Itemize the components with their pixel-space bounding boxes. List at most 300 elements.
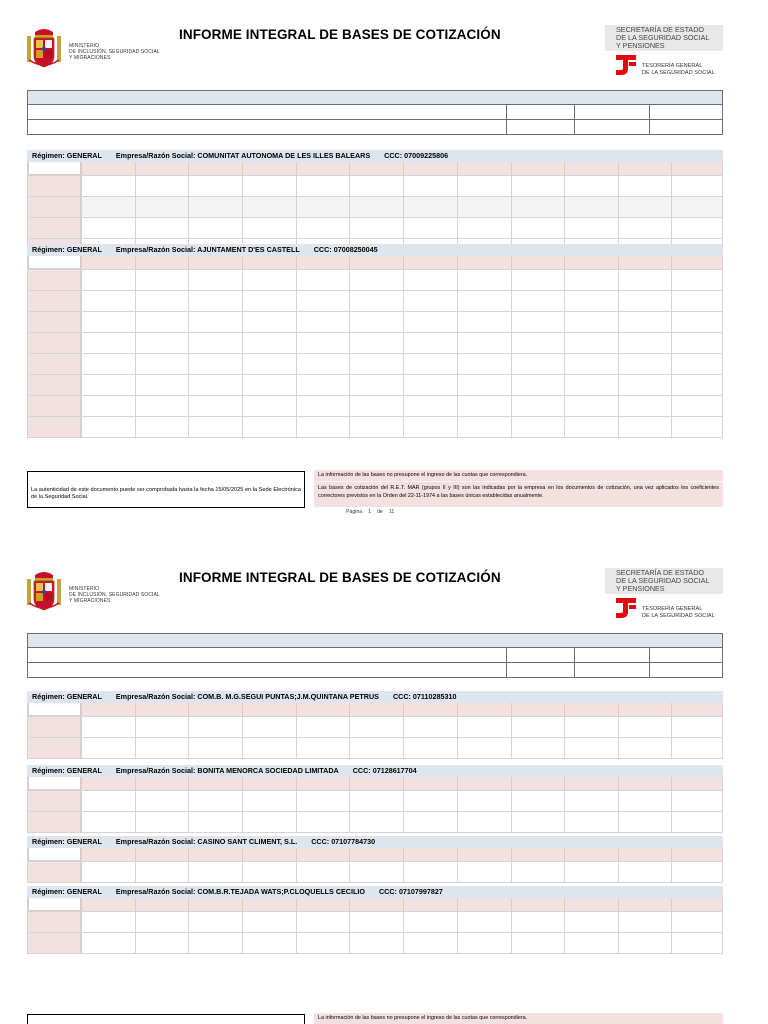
table-cell-divider [81,862,82,882]
table-row [28,703,722,717]
table-cell-divider [296,176,297,196]
table-cell-divider [242,862,243,882]
table-cell-divider [511,777,512,790]
table-cell-divider [511,862,512,882]
table-row [28,375,722,396]
table-row [28,291,722,312]
table-cell-divider [403,256,404,269]
table-cell-divider [618,862,619,882]
table-cell-divider [81,333,82,353]
table-cell-divider [671,375,672,395]
table-cell-divider [188,197,189,217]
table-cell-divider [403,333,404,353]
table-cell-divider [242,396,243,416]
row-label-cell [28,933,81,953]
table-cell-divider [349,312,350,332]
table-cell-divider [296,848,297,861]
table-cell-divider [618,898,619,911]
table-cell-divider [564,848,565,861]
table-cell-divider [81,176,82,196]
table-cell-divider [403,777,404,790]
table-cell-divider [135,396,136,416]
table-cell-divider [135,375,136,395]
tesoreria-line: TESORERÍA GENERAL [642,63,703,69]
table-cell-divider [457,777,458,790]
table-cell-divider [671,848,672,861]
table-cell-divider [618,791,619,811]
table-cell-divider [242,738,243,758]
table-cell-divider [349,912,350,932]
document-title: INFORME INTEGRAL DE BASES DE COTIZACIÓN [179,27,501,42]
info-row [27,105,723,120]
table-cell-divider [81,717,82,737]
table-cell-divider [564,176,565,196]
table-row [28,862,722,883]
table-cell-divider [671,812,672,832]
table-cell-divider [296,218,297,238]
table-cell-divider [511,197,512,217]
table-cell-divider [242,162,243,175]
table-cell-divider [242,176,243,196]
table-cell-divider [349,812,350,832]
table-cell-divider [671,197,672,217]
table-cell-divider [135,812,136,832]
table-cell-divider [671,270,672,290]
table-cell-divider [564,162,565,175]
secretaria-line: DE LA SEGURIDAD SOCIAL [616,576,710,586]
table-cell-divider [511,791,512,811]
table-cell-divider [135,256,136,269]
table-cell-divider [618,312,619,332]
table-cell-divider [511,812,512,832]
table-cell-divider [135,777,136,790]
company-section [27,765,723,833]
table-cell-divider [296,417,297,437]
table-cell-divider [618,197,619,217]
info-row [27,663,723,678]
ministry-line: MINISTERIO [69,586,100,592]
row-label-cell [28,791,81,811]
table-cell-divider [618,912,619,932]
page-of: de [377,509,383,515]
table-cell-divider [188,256,189,269]
ccc-value: 07008250045 [333,245,378,254]
table-row [28,270,722,291]
table-cell-divider [457,848,458,861]
table-cell-divider [81,197,82,217]
secretaria-line: SECRETARÍA DE ESTADO [616,568,704,577]
authenticity-notice-partial [27,1014,305,1024]
table-cell-divider [457,898,458,911]
table-cell-divider [81,812,82,832]
table-cell-divider [564,777,565,790]
table-cell-divider [296,812,297,832]
secretaria-line: Y PENSIONES [616,41,665,51]
company-section [27,886,723,954]
table-cell-divider [188,717,189,737]
row-label-cell [28,417,81,437]
table-cell-divider [403,291,404,311]
table-cell-divider [81,703,82,716]
table-cell-divider [242,791,243,811]
table-cell-divider [671,777,672,790]
table-cell-divider [242,848,243,861]
coat-of-arms-icon [25,26,63,70]
empresa-value: BONITA MENORCA SOCIEDAD LIMITADA [197,766,339,775]
table-cell-divider [671,396,672,416]
table-row [28,717,722,738]
table-cell-divider [135,933,136,953]
table-cell-divider [671,912,672,932]
table-cell-divider [296,333,297,353]
table-cell-divider [135,417,136,437]
table-cell-divider [403,912,404,932]
table-cell-divider [242,703,243,716]
secretaria-box [605,568,723,594]
data-grid [27,703,723,759]
table-cell-divider [457,291,458,311]
table-cell-divider [242,256,243,269]
ministry-line: MINISTERIO [69,43,100,49]
table-cell-divider [671,898,672,911]
table-cell-divider [564,738,565,758]
empresa-value: COMUNITAT AUTONOMA DE LES ILLES BALEARS [197,151,371,160]
table-cell-divider [81,270,82,290]
table-cell-divider [296,777,297,790]
table-cell-divider [671,312,672,332]
table-row [28,791,722,812]
table-cell-divider [242,197,243,217]
table-cell-divider [81,738,82,758]
table-cell-divider [81,354,82,374]
table-cell-divider [242,898,243,911]
table-cell-divider [349,218,350,238]
table-cell-divider [242,218,243,238]
table-cell-divider [81,912,82,932]
table-cell-divider [242,417,243,437]
regimen-label: Régimen: GENERAL [32,837,102,846]
table-cell-divider [618,738,619,758]
row-label-cell [28,176,81,196]
secretaria-line: Y PENSIONES [616,584,665,594]
section-header [27,691,723,703]
table-cell-divider [135,176,136,196]
table-cell-divider [349,717,350,737]
table-cell-divider [511,738,512,758]
table-cell-divider [671,354,672,374]
table-cell-divider [349,176,350,196]
table-cell-divider [403,791,404,811]
page-label: Página [346,509,363,515]
data-grid [27,256,723,438]
table-cell-divider [564,270,565,290]
table-cell-divider [135,898,136,911]
document-title: INFORME INTEGRAL DE BASES DE COTIZACIÓN [179,570,501,585]
table-cell-divider [81,312,82,332]
table-cell-divider [511,898,512,911]
row-label-cell [28,848,81,861]
info-note: La información de las bases no presupone el ingreso de las cuotas que correspondiera. [314,1013,723,1024]
table-cell-divider [188,912,189,932]
table-cell-divider [242,717,243,737]
row-label-cell [28,862,81,882]
row-label-cell [28,162,81,175]
table-cell-divider [403,717,404,737]
secretaria-box [605,25,723,51]
page-number [346,509,400,515]
row-label-cell [28,777,81,790]
table-cell-divider [457,791,458,811]
table-cell-divider [457,256,458,269]
table-cell-divider [296,738,297,758]
info-row [27,120,723,135]
table-cell-divider [403,898,404,911]
table-cell-divider [618,333,619,353]
table-cell-divider [403,933,404,953]
data-grid [27,777,723,833]
table-cell-divider [457,862,458,882]
table-cell-divider [564,912,565,932]
table-row [28,256,722,270]
table-cell-divider [188,354,189,374]
table-cell-divider [457,270,458,290]
ccc-value: 07107784730 [331,837,376,846]
table-row [28,812,722,833]
table-cell-divider [135,848,136,861]
empresa-label: Empresa/Razón Social: [115,766,196,775]
table-row [28,176,722,197]
table-cell-divider [188,291,189,311]
table-cell-divider [511,703,512,716]
row-label-cell [28,812,81,832]
row-label-cell [28,291,81,311]
table-cell-divider [188,777,189,790]
table-cell-divider [81,396,82,416]
data-grid [27,848,723,883]
table-row [28,197,722,218]
table-cell-divider [81,898,82,911]
regimen-label: Régimen: GENERAL [32,887,102,896]
table-cell-divider [511,933,512,953]
table-cell-divider [135,333,136,353]
ccc-label: CCC: [384,151,403,160]
table-row [28,162,722,176]
table-cell-divider [511,176,512,196]
table-row [28,396,722,417]
table-cell-divider [188,933,189,953]
company-section [27,691,723,759]
table-cell-divider [349,333,350,353]
table-cell-divider [403,354,404,374]
table-cell-divider [296,270,297,290]
table-row [28,333,722,354]
table-cell-divider [349,270,350,290]
table-cell-divider [671,933,672,953]
table-cell-divider [188,270,189,290]
table-cell-divider [671,417,672,437]
table-cell-divider [564,812,565,832]
table-cell-divider [618,703,619,716]
table-cell-divider [403,176,404,196]
table-cell-divider [457,738,458,758]
ministry-line: Y MIGRACIONES [69,598,111,604]
table-cell-divider [457,396,458,416]
info-header-bar [27,90,723,105]
table-cell-divider [564,933,565,953]
table-cell-divider [135,703,136,716]
section-header [27,836,723,848]
ministry-line: DE INCLUSIÓN, SEGURIDAD SOCIAL [69,49,160,55]
table-row [28,738,722,759]
table-cell-divider [242,333,243,353]
table-cell-divider [564,396,565,416]
table-row [28,777,722,791]
authenticity-notice: La autenticidad de este documento puede ser comprobada hasta la fecha 15/05/2025 en la Sede Electrónica de la Seguridad Social. [27,471,305,508]
table-cell-divider [403,848,404,861]
row-label-cell [28,354,81,374]
table-cell-divider [457,197,458,217]
table-cell-divider [349,933,350,953]
ccc-label: CCC: [392,692,411,701]
ccc-label: CCC: [311,837,330,846]
table-cell-divider [81,375,82,395]
ret-mar-note: Las bases de cotización del R.E.T. MAR (grupos II y III) son las indicadas por la empresa en los documentos de cotización, una vez aplicados los coeficientes correctores previstos en la Orden del 22-11-1974 a las bases únicas establecidas anualmente. [314,482,723,507]
table-cell-divider [188,176,189,196]
table-cell-divider [671,256,672,269]
table-cell-divider [511,354,512,374]
table-row [28,933,722,954]
ministry-name [69,43,160,61]
table-cell-divider [188,375,189,395]
table-cell-divider [671,218,672,238]
table-cell-divider [135,862,136,882]
info-header-bar [27,633,723,648]
tesoreria-name [642,63,715,77]
info-row [27,648,723,663]
table-cell-divider [618,176,619,196]
table-cell-divider [188,791,189,811]
table-cell-divider [81,291,82,311]
table-cell-divider [296,162,297,175]
section-header [27,150,723,162]
table-row [28,848,722,862]
table-cell-divider [457,912,458,932]
tesoreria-name [642,606,715,620]
empresa-value: COM.B.R.TEJADA WATS;P.CLOQUELLS CECILIO [197,887,365,896]
regimen-label: Régimen: GENERAL [32,766,102,775]
tesoreria-line: DE LA SEGURIDAD SOCIAL [642,612,715,619]
table-cell-divider [188,396,189,416]
table-cell-divider [403,197,404,217]
table-cell-divider [349,862,350,882]
table-cell-divider [296,933,297,953]
table-cell-divider [457,312,458,332]
table-cell-divider [349,197,350,217]
table-cell-divider [188,898,189,911]
company-section [27,244,723,438]
table-cell-divider [349,898,350,911]
row-label-cell [28,738,81,758]
table-cell-divider [457,812,458,832]
table-cell-divider [618,354,619,374]
empresa-label: Empresa/Razón Social: [115,245,196,254]
table-cell-divider [403,162,404,175]
table-row [28,354,722,375]
table-cell-divider [511,312,512,332]
table-cell-divider [564,354,565,374]
empresa-label: Empresa/Razón Social: [115,887,196,896]
table-cell-divider [188,218,189,238]
table-cell-divider [403,812,404,832]
regimen-label: Régimen: GENERAL [32,151,102,160]
table-row [28,417,722,438]
table-cell-divider [403,218,404,238]
table-cell-divider [349,417,350,437]
table-cell-divider [618,848,619,861]
table-cell-divider [564,312,565,332]
table-cell-divider [135,270,136,290]
table-cell-divider [564,703,565,716]
table-cell-divider [296,703,297,716]
table-cell-divider [188,333,189,353]
table-cell-divider [296,717,297,737]
table-cell-divider [81,162,82,175]
row-label-cell [28,333,81,353]
table-cell-divider [403,312,404,332]
table-cell-divider [242,312,243,332]
table-cell-divider [511,375,512,395]
table-row [28,898,722,912]
table-cell-divider [403,703,404,716]
ccc-label: CCC: [378,887,397,896]
ministry-line: Y MIGRACIONES [69,55,111,61]
empresa-label: Empresa/Razón Social: [115,692,196,701]
table-cell-divider [188,862,189,882]
table-cell-divider [81,256,82,269]
coat-of-arms-icon [25,569,63,613]
table-cell-divider [564,333,565,353]
ccc-value: 07009225806 [404,151,449,160]
table-cell-divider [511,291,512,311]
table-cell-divider [135,197,136,217]
table-cell-divider [618,417,619,437]
table-cell-divider [457,933,458,953]
regimen-label: Régimen: GENERAL [32,245,102,254]
ccc-value: 07110285310 [412,692,457,701]
table-cell-divider [457,375,458,395]
table-cell-divider [242,933,243,953]
table-cell-divider [671,703,672,716]
page-total: 11 [388,509,395,515]
table-cell-divider [457,176,458,196]
page-current: 1 [368,509,372,515]
table-cell-divider [564,256,565,269]
table-cell-divider [671,291,672,311]
table-cell-divider [135,791,136,811]
table-cell-divider [511,717,512,737]
table-cell-divider [564,375,565,395]
table-cell-divider [671,176,672,196]
table-cell-divider [296,291,297,311]
table-cell-divider [618,396,619,416]
table-cell-divider [81,848,82,861]
company-section [27,836,723,883]
table-cell-divider [671,162,672,175]
table-cell-divider [457,354,458,374]
table-cell-divider [618,812,619,832]
regimen-label: Régimen: GENERAL [32,692,102,701]
secretaria-line: SECRETARÍA DE ESTADO [616,25,704,34]
